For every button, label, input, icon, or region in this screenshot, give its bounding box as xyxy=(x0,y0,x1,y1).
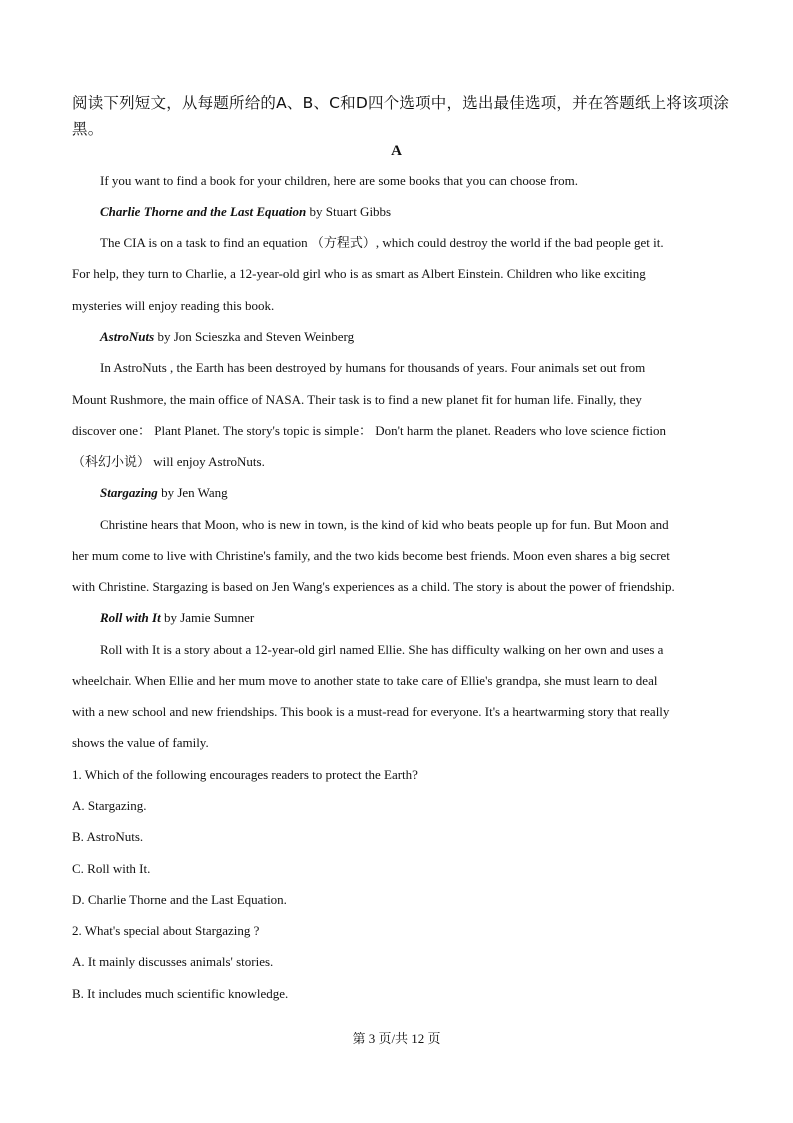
book-author: by Stuart Gibbs xyxy=(306,204,392,219)
paragraph-line: Mount Rushmore, the main office of NASA. Their task is to find a new planet fit for human life. Finally, they xyxy=(72,392,642,407)
page-footer: 第 3 页/共 12 页 xyxy=(352,1031,441,1046)
intro-text: If you want to find a book for your children, here are some books that you can choose from. xyxy=(100,173,578,188)
paragraph-line: with a new school and new friendships. This book is a must-read for everyone. It's a heartwarming story that really xyxy=(72,704,670,719)
paragraph-line: with Christine. Stargazing is based on Jen Wang's experiences as a child. The story is about the power of friendship. xyxy=(72,579,675,594)
book-title: Roll with It xyxy=(100,610,161,625)
book-author: by Jamie Sumner xyxy=(160,610,255,625)
paragraph-line: shows the value of family. xyxy=(72,735,209,750)
section-label: A xyxy=(391,143,402,159)
paragraph-line: discover one： Plant Planet. The story's topic is simple： Don't harm the planet. Readers who love science fiction xyxy=(72,423,667,438)
book-heading xyxy=(100,328,722,346)
option-c[interactable]: C. Roll with It. xyxy=(72,861,151,876)
book-heading xyxy=(100,484,722,502)
question-stem: 1. Which of the following encourages readers to protect the Earth? xyxy=(72,767,418,782)
book-author: by Jon Scieszka and Steven Weinberg xyxy=(154,329,355,344)
paragraph-line: Roll with It is a story about a 12-year-old girl named Ellie. She has difficulty walking on her own and uses a xyxy=(100,642,664,657)
question-stem: 2. What's special about Stargazing ? xyxy=(72,923,260,938)
book-heading xyxy=(100,203,722,221)
option-b[interactable]: B. AstroNuts. xyxy=(72,829,144,844)
paragraph-line: wheelchair. When Ellie and her mum move to another state to take care of Ellie's grandpa, she must learn to deal xyxy=(72,673,658,688)
paragraph-line: her mum come to live with Christine's family, and the two kids become best friends. Moon even shares a big secret xyxy=(72,548,670,563)
book-heading xyxy=(100,609,722,627)
option-b[interactable]: B. It includes much scientific knowledge. xyxy=(72,986,289,1001)
book-title: Charlie Thorne and the Last Equation xyxy=(100,204,307,219)
book-title: AstroNuts xyxy=(100,329,155,344)
option-a[interactable]: A. It mainly discusses animals' stories. xyxy=(72,954,274,969)
option-d[interactable]: D. Charlie Thorne and the Last Equation. xyxy=(72,892,287,907)
book-author: by Jen Wang xyxy=(157,485,228,500)
option-a[interactable]: A. Stargazing. xyxy=(72,798,147,813)
paragraph-line: In AstroNuts , the Earth has been destroyed by humans for thousands of years. Four animals set out from xyxy=(100,360,646,375)
paragraph-line: Christine hears that Moon, who is new in town, is the kind of kid who beats people up for fun. But Moon and xyxy=(100,517,669,532)
instruction-text: 阅读下列短文，从每题所给的A、B、C和D四个选项中，选出最佳选项，并在答题纸上将该项涂黑。 xyxy=(72,94,730,138)
paragraph-line: mysteries will enjoy reading this book. xyxy=(72,298,275,313)
book-title: Stargazing xyxy=(100,485,158,500)
paragraph-line: The CIA is on a task to find an equation （方程式）, which could destroy the world if the bad people get it. xyxy=(100,235,664,250)
paragraph-line: For help, they turn to Charlie, a 12-year-old girl who is as smart as Albert Einstein. Children who like exciting xyxy=(72,266,646,281)
paragraph-line: （科幻小说） will enjoy AstroNuts. xyxy=(72,454,265,469)
